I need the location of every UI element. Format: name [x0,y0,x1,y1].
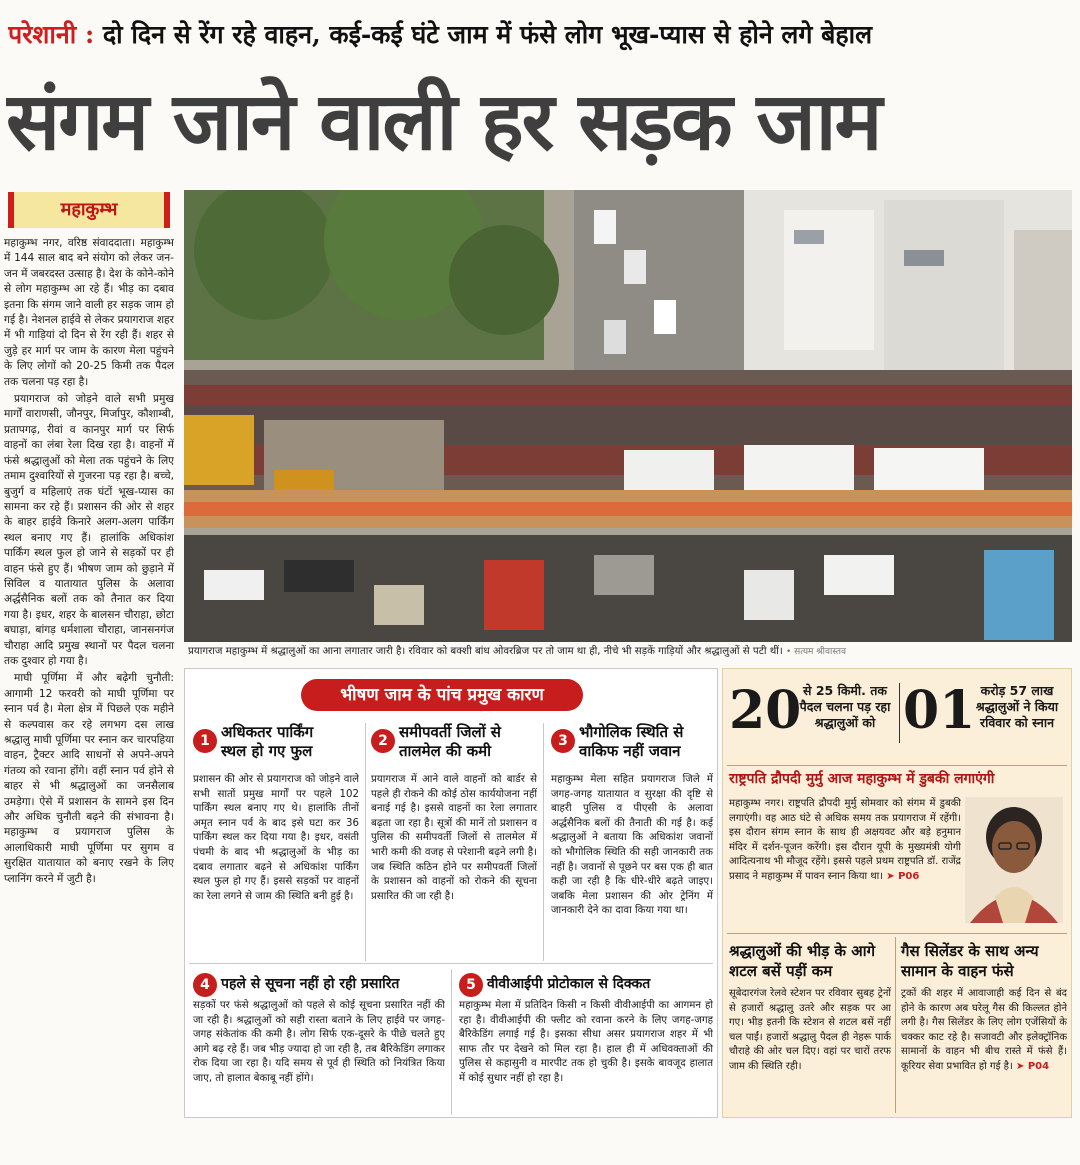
photo-caption [184,642,1072,662]
divider [727,765,1067,766]
divider [189,963,713,964]
gas-body: ट्रकों की शहर में आवाजाही कई दिन से बंद होने के कारण अब घरेलू गैस की किल्लत होने लगी है। गैस सिलेंडर के लिए लोग एजेंसियों के चक्कर काट रहे है। सजावटी और इलेक्ट्रॉनिक सामानों के वाहन भी बीच रास्ते में फंसे हैं। कूरियर सेवा प्रभावित हो गई है। [901,988,1067,1072]
main-story-column [4,236,174,1161]
kicker-text: दो दिन से रेंग रहे वाहन, कई-कई घंटे जाम में फंसे लोग भूख-प्यास से होने लगे बेहाल [102,20,873,49]
crowd-photo [184,190,1072,642]
reason-text: प्रशासन की ओर से प्रयागराज को जोड़ने वाले सभी सातों प्रमुख मार्गों पर पहले 102 पार्किंग स्थल बनाए गए थे। हालांकि तीनों अमृत स्नान पर्व के बाद इसे घटा कर 36 पार्किंग स्थल कर दिया गया है। इधर, वसंती पंचमी के बाद भी श्रद्धालुओं के भीड़ का दबाव लगातार बढ़ने से अधिकांश पार्किंग स्थल फुल हो गए हैं। इससे सड़कों पर वाहनों का रेला लगने से जाम की स्थिति बनी हुई है। [193,774,359,902]
divider [895,937,896,1113]
caption-text: प्रयागराज महाकुम्भ में श्रद्धालुओं का आना लगातार जारी है। रविवार को बक्शी बांध ओवरब्रिज पर तो जाम था ही, नीचे भी सड़कें गाड़ियों और श्रद्धालुओं से पटी थीं। [188,646,783,657]
stat-number: 20 [729,680,802,741]
reason-title-line: वाकिफ नहीं जवान [579,742,681,760]
reason-text: महाकुम्भ मेला में प्रतिदिन किसी न किसी वीवीआईपी का आगमन हो रहा है। वीवीआईपी की फ्लीट को रवाना करने के लिए जगह-जगह बैरिकेडिंग लगाई गई है। इसका सीधा असर प्रयागराज शहर में भी साफ तौर पर देखने को मिल रहा है। हाल ही में अधिवक्ताओं की पुलिस से कहासुनी व मारपीट तक हो चुकी है। इसके बावजूद हालात में कोई सुधार नहीं हो रहा है। [459,1000,713,1084]
kicker-lead: परेशानी : [8,20,95,49]
page-ref: ➤ P06 [886,870,920,882]
divider [451,969,452,1115]
reason-title: वीवीआईपी प्रोटोकाल से दिक्कत [487,976,651,992]
photo-credit: • सत्यम श्रीवास्तव [785,647,846,657]
divider [727,933,1067,934]
five-reasons-box [184,668,718,1118]
stat-text: से 25 किमी. तक पैदल चलना पड़ रहा श्रद्धालुओं को [799,683,891,730]
page-ref: ➤ P04 [1015,1060,1050,1072]
reason-number: 1 [193,729,217,753]
reason-title [579,723,715,761]
reason-text: सड़कों पर फंसे श्रद्धालुओं को पहले से कोई सूचना प्रसारित नहीं की जा रही है। श्रद्धालुओं को सही रास्ता बताने के लिए हाईवे पर जगह-जगह संकेतांक की कमी है। लोग सिर्फ एक-दूसरे के पीछे चलते हुए आगे बढ़ रहे हैं। जब भीड़ ज्यादा हो जा रही है, तब बैरिकेडिंग लगाकर रोक दिया जा रहा है। यदि समय से पूर्व ही स्थिति को नियंत्रित किया जाए, तो हालात बेकाबू नहीं होंगे। [193,1000,445,1084]
reason-number: 3 [551,729,575,753]
reason-title-line: भौगोलिक स्थिति से [579,723,684,741]
reason-title-line: समीपवर्ती जिलों से [399,723,501,741]
stat-text: करोड़ 57 लाख श्रद्धालुओं ने किया रविवार को स्नान [975,683,1059,730]
reason-number: 4 [193,973,217,997]
reason-title-line: तालमेल की कमी [399,742,491,760]
president-body: महाकुम्भ नगर। राष्ट्रपति द्रौपदी मुर्मु सोमवार को संगम में डुबकी लगाएंगी। वह आठ घंटे से अधिक समय तक प्रयागराज में रहेंगी। इस दौरान संगम स्नान के साथ ही अक्षयवट और बड़े हनुमान मंदिर में दर्शन-पूजन करेंगी। इस दौरान यूपी के मुख्यमंत्री योगी आदित्यनाथ भी मौजूद रहेंगे। इससे पहले प्रथम राष्ट्रपति डॉ. राजेंद्र प्रसाद ने महाकुम्भ में पावन स्नान किया था। [729,798,961,882]
headline: संगम जाने वाली हर सड़क जाम [6,74,881,168]
kicker-line [8,10,1072,60]
president-heading: राष्ट्रपति द्रौपदी मुर्मु आज महाकुम्भ में डुबकी लगाएंगी [729,771,995,787]
divider [365,723,366,961]
side-panel [722,668,1072,1118]
story-paragraph: प्रयागराज को जोड़ने वाले सभी प्रमुख मार्गों वाराणसी, जौनपुर, मिर्जापुर, कौशाम्बी, प्रतापगढ़, रीवां व कानपुर मार्ग पर सिर्फ वाहनों का लंबा रेला दिख रहा है। वाहनों में फंसे श्रद्धालुओं को मेला तक पहुंचने के लिए तमाम दुश्वारियों से गुजरना पड़ रहा है। बच्चे, बुजुर्ग व महिलाएं तक घंटों भूख-प्यास का सामना कर रहे हैं। प्रशासन की ओर से शहर के बाहर हाईवे किनारे अलग-अलग पार्किंग स्थल बनाए गए हैं। हालांकि अधिकांश पार्किंग स्थल फुल हो जाने से सड़कों पर ही वाहन फंसे हुए हैं। भीषण जाम को छुड़ाने में सिविल व यातायात पुलिस के अलावा अर्द्धसैनिक बलों तक को तैनात कर दिया गया है। इधर, शहर के बालसन चौराहा, छोटा बघाड़ा, बांगड़ धर्मशाला चौराहा, जानसनगंज चौराहा आदि प्रमुख स्थानों पर पैदल चलना तक दुश्वार हो गया है। [4,393,174,667]
shuttle-heading: श्रद्धालुओं की भीड़ के आगे शटल बसें पड़ीं कम [729,942,876,980]
reason-title [221,723,361,761]
story-paragraph: महाकुम्भ नगर, वरिष्ठ संवाददाता। महाकुम्भ में 144 साल बाद बने संयोग को लेकर जन-जन में जबरदस्त उत्साह है। देश के कोने-कोने से लोग महाकुम्भ आ रहे हैं। भीड़ का दबाव इतना कि संगम जाने वाली हर सड़क जाम हो गई है। नेशनल हाईवे से लेकर प्रयागराज शहर में भी गाड़ियां दो दिन से रेंग रही हैं। शहर से जुड़े हर मार्ग पर जाम के कारण मेला पहुंचने के लिए लोगों को 20-25 किमी तक पैदल तक चलना पड़ रहा है। [4,237,174,388]
reason-title-line: स्थल हो गए फुल [221,742,313,760]
reason-title-line: अधिकतर पार्किंग [221,723,314,741]
reason-number: 2 [371,729,395,753]
reason-text: महाकुम्भ मेला सहित प्रयागराज जिले में जगह-जगह यातायात व सुरक्षा की दृष्टि से बाहरी पुलिस व पीएसी के अलावा अर्द्धसैनिक बलों की तैनाती की गई है। कई श्रद्धालुओं ने बताया कि अधिकांश जवानों को भौगोलिक स्थिति की सही जानकारी तक नहीं है। जवानों से पूछने पर बस एक ही बात कही जा रही है कि धीरे-धीरे बढ़ते जाइए। जबकि मेला प्रशासन की ओर ट्रेनिंग में जानकारी देने का दावा किया गया था। [551,774,713,917]
section-tag: महाकुम्भ [8,192,170,228]
president-text [729,797,961,923]
shuttle-text: सूबेदारगंज रेलवे स्टेशन पर रविवार सुबह ट्रेनों से हजारों श्रद्धालु उतरे और सड़क पर आ गए। भीड़ इतनी कि स्टेशन से शटल बसें नहीं चल पाईं। हजारों श्रद्धालु पैदल ही नेहरू पार्क चौराहे की ओर चल दिए। वहां पर चारों तरफ जाम की स्थिति रही। [729,988,891,1072]
divider [899,683,900,743]
reason-text: प्रयागराज में आने वाले वाहनों को बार्डर से पहले ही रोकने की कोई ठोस कार्ययोजना नहीं बनाई गई है। इससे वाहनों का रेला लगातार बढ़ता जा रहा है। सूत्रों की मानें तो प्रशासन व पुलिस की समीपवर्ती जिलों से तालमेल में भारी कमी की वजह से परेशानी बढ़ने लगी है। जब स्थिति कठिन होने पर समीपवर्ती जिलों के प्रशासन को वाहनों को रोकने की सूचना प्रसारित की जा रही है। [371,774,537,902]
stat-number: 01 [903,680,976,741]
reason-title: पहले से सूचना नहीं हो रही प्रसारित [221,976,400,992]
divider [543,723,544,961]
gas-text [901,987,1067,1113]
reason-title [399,723,539,761]
story-paragraph: माघी पूर्णिमा में और बढ़ेगी चुनौती: आगामी 12 फरवरी को माघी पूर्णिमा पर स्नान पर्व है। मेला क्षेत्र में पिछले एक महीने से कल्पवास कर रहे लगभग दस लाख श्रद्धालु माघी पूर्णिमा पर स्नान कर चारपहिया वाहन, ट्रैक्टर आदि साधनों से अपने-अपने गंतव्य को रवाना होंगे। वहीं स्नान पर्व होने से बाहर से भी श्रद्धालुओं का जनसैलाब उमड़ेगा। ऐसे में प्रशासन के सामने इस दिन और अधिक चुनौती बढ़ने की संभावना है। महाकुम्भ व प्रयागराज पुलिस के आलाधिकारी माघी पूर्णिमा पर सुगम व सुरक्षित यातायात को बनाए रखने के लिए प्लानिंग करने में जुटी है। [4,672,174,885]
reason-number: 5 [459,973,483,997]
reasons-banner: भीषण जाम के पांच प्रमुख कारण [301,679,583,711]
president-photo [965,797,1063,923]
gas-heading: गैस सिलेंडर के साथ अन्य सामान के वाहन फंसे [901,942,1039,980]
